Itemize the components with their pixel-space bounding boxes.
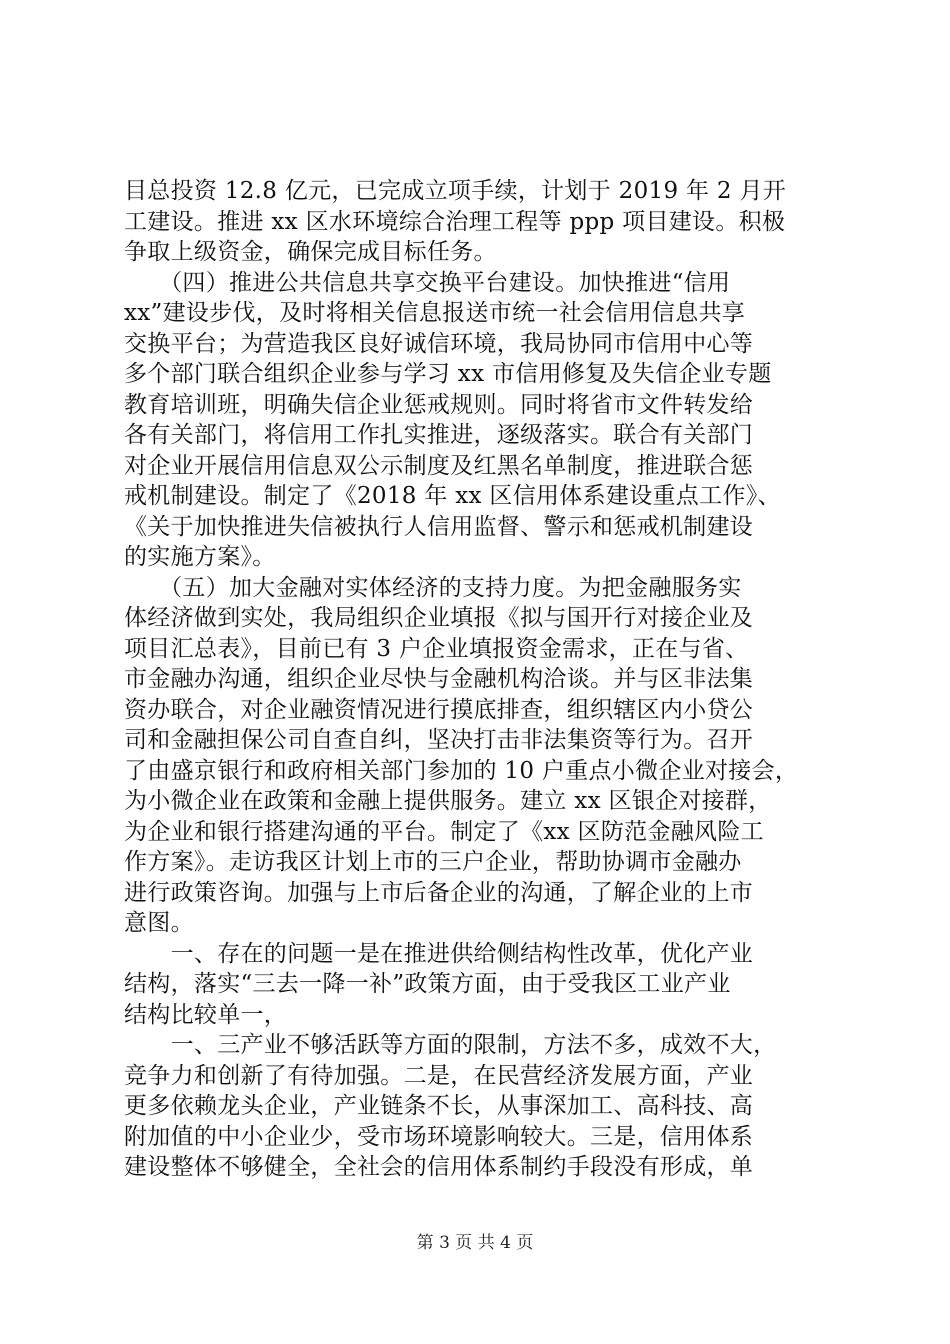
text-line: 了由盛京银行和政府相关部门参加的 10 户重点小微企业对接会，	[124, 757, 799, 784]
text-line: 多个部门联合组织企业参与学习 xx 市信用修复及失信企业专题	[124, 361, 772, 387]
text-line: 作方案》。走访我区计划上市的三户企业，帮助协调市金融办	[124, 849, 742, 875]
text-line: 更多依赖龙头企业，产业链条不长，从事深加工、高科技、高	[124, 1093, 754, 1119]
text-line: 一、存在的问题一是在推进供给侧结构性改革，优化产业	[124, 940, 754, 967]
text-line: 对企业开展信用信息双公示制度及红黑名单制度，推进联合惩	[124, 452, 754, 479]
text-line: 工建设。推进 xx 区水环境综合治理工程等 ppp 项目建设。积极	[124, 208, 786, 235]
text-line: 结构，落实“三去一降一补”政策方面，由于受我区工业产业	[124, 971, 731, 997]
text-line: 进行政策咨询。加强与上市后备企业的沟通，了解企业的上市	[124, 879, 754, 906]
text-line: 结构比较单一，	[124, 1001, 288, 1028]
text-line: 各有关部门，将信用工作扎实推进，逐级落实。联合有关部门	[124, 422, 754, 448]
text-line: 争取上级资金，确保完成目标任务。	[124, 239, 497, 265]
text-line: 为企业和银行搭建沟通的平台。制定了《xx 区防范金融风险工	[124, 818, 764, 845]
text-line: xx”建设步伐，及时将相关信息报送市统一社会信用信息共享	[124, 300, 746, 326]
text-line: 意图。	[124, 910, 194, 936]
text-line: 为小微企业在政策和金融上提供服务。建立 xx 区银企对接群，	[124, 788, 772, 814]
text-line: 《关于加快推进失信被执行人信用监督、警示和惩戒机制建设	[124, 513, 754, 540]
text-line: 戒机制建设。制定了《2018 年 xx 区信用体系建设重点工作》、	[124, 483, 781, 509]
text-line: 附加值的中小企业少，受市场环境影响较大。三是，信用体系	[124, 1123, 754, 1150]
text-line: 的实施方案》。	[124, 544, 276, 570]
text-line: 教育培训班，明确失信企业惩戒规则。同时将省市文件转发给	[124, 391, 754, 418]
text-line: 项目汇总表》，目前已有 3 户企业填报资金需求，正在与省、	[124, 635, 749, 662]
text-line: 交换平台；为营造我区良好诚信环境，我局协同市信用中心等	[124, 330, 754, 357]
text-line: 司和金融担保公司自查自纠，坚决打击非法集资等行为。召开	[124, 727, 754, 753]
text-line: 体经济做到实处，我局组织企业填报《拟与国开行对接企业及	[124, 605, 754, 631]
text-line: 目总投资 12.8 亿元，已完成立项手续，计划于 2019 年 2 月开	[124, 178, 787, 204]
text-line: 建设整体不够健全，全社会的信用体系制约手段没有形成，单	[124, 1154, 754, 1180]
text-line: 市金融办沟通，组织企业尽快与金融机构洽谈。并与区非法集	[124, 666, 754, 692]
page-number-footer: 第 3 页 共 4 页	[416, 1233, 534, 1253]
text-line: 竞争力和创新了有待加强。二是，在民营经济发展方面，产业	[124, 1062, 754, 1089]
text-line: 一、三产业不够活跃等方面的限制，方法不多，成效不大，	[124, 1032, 777, 1058]
text-line: （五）加大金融对实体经济的支持力度。为把金融服务实	[124, 574, 742, 601]
document-body	[124, 176, 840, 1183]
text-line: （四）推进公共信息共享交换平台建设。加快推进“信用	[124, 269, 731, 296]
text-line: 资办联合，对企业融资情况进行摸底排查，组织辖区内小贷公	[124, 696, 754, 723]
